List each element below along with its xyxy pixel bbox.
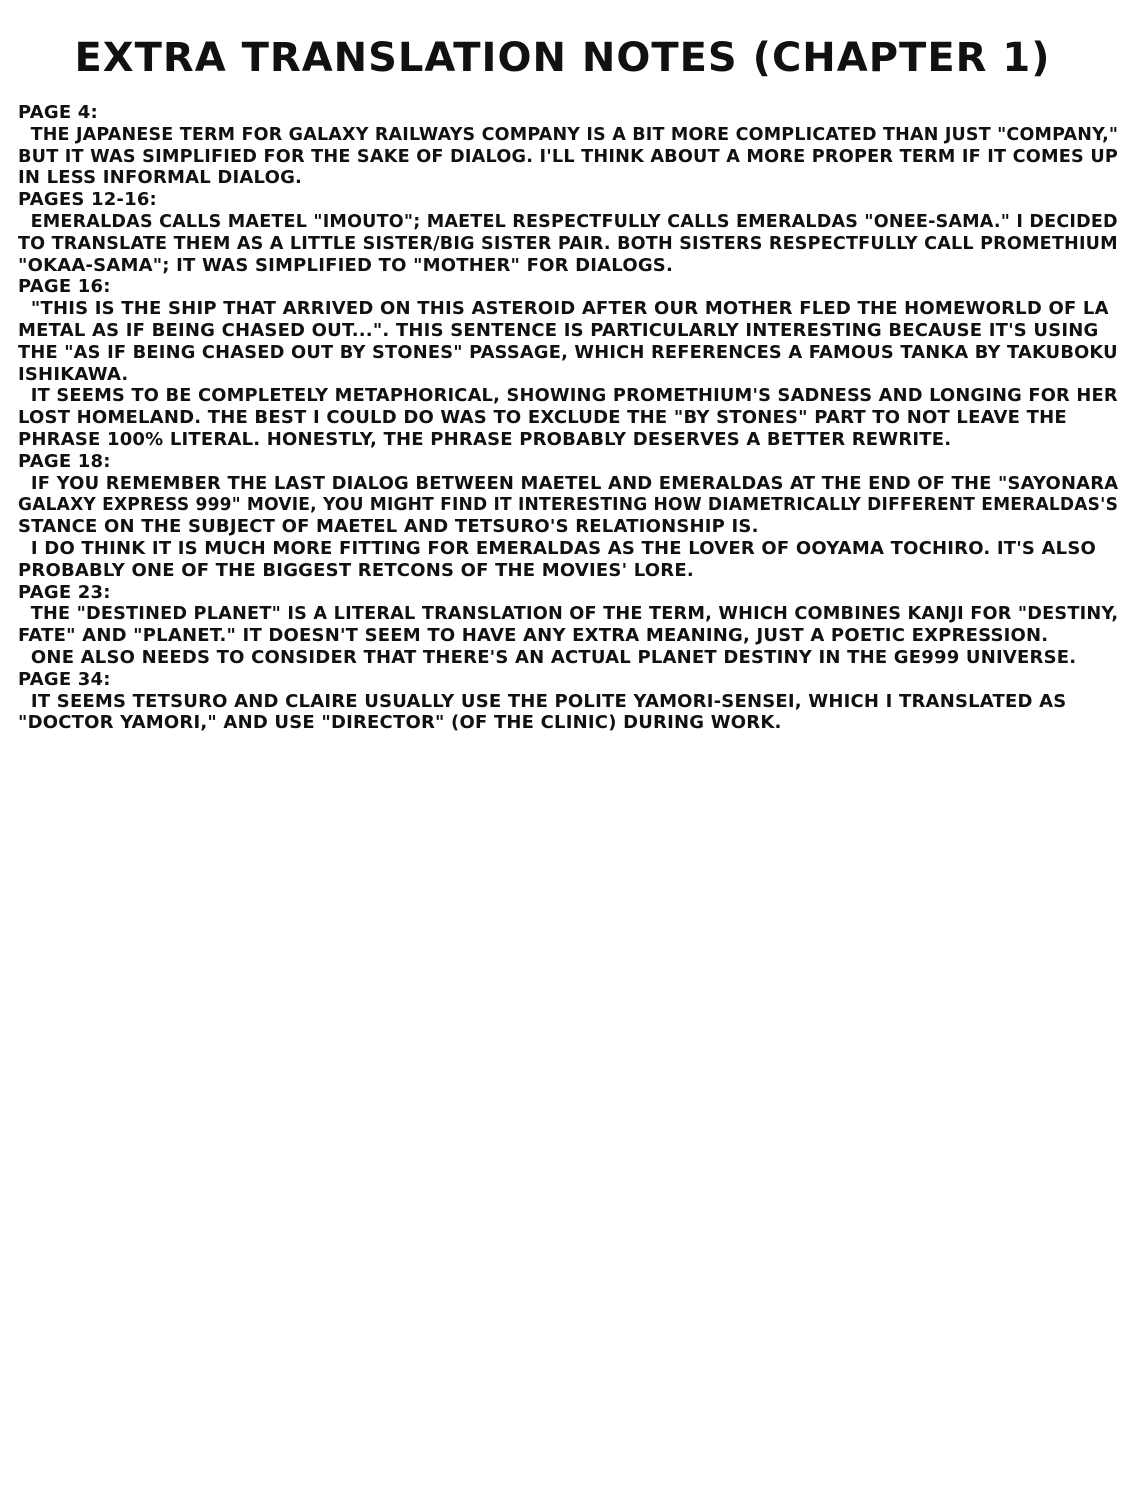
note-line: LOST HOMELAND. THE BEST I COULD DO WAS TO EXCLUDE THE "BY STONES" PART TO NOT LEAVE THE (18, 407, 1067, 429)
note-line: I DO THINK IT IS MUCH MORE FITTING FOR EMERALDAS AS THE LOVER OF OOYAMA TOCHIRO. IT'S ALSO (18, 537, 1097, 559)
note-line: STANCE ON THE SUBJECT OF MAETEL AND TETSURO'S RELATIONSHIP IS. (18, 516, 759, 538)
note-line: THE "AS IF BEING CHASED OUT BY STONES" PASSAGE, WHICH REFERENCES A FAMOUS TANKA BY TAKUBOKU (18, 341, 1118, 363)
note-line: THE "DESTINED PLANET" IS A LITERAL TRANSLATION OF THE TERM, WHICH COMBINES KANJI FOR "DESTINY, (18, 603, 1119, 625)
page-title: EXTRA TRANSLATION NOTES (CHAPTER 1) (74, 35, 1051, 81)
note-line: "DOCTOR YAMORI," AND USE "DIRECTOR" (OF THE CLINIC) DURING WORK. (18, 712, 782, 734)
note-line: PAGE 4: (18, 102, 98, 123)
note-line: "OKAA-SAMA"; IT WAS SIMPLIFIED TO "MOTHER" FOR DIALOGS. (18, 254, 674, 276)
note-line: ONE ALSO NEEDS TO CONSIDER THAT THERE'S AN ACTUAL PLANET DESTINY IN THE GE999 UNIVERSE. (18, 646, 1077, 668)
note-line: PAGE 16: (18, 276, 111, 298)
note-line: PAGE 34: (18, 668, 111, 690)
note-line: ISHIKAWA. (18, 363, 129, 385)
note-line: PAGE 18: (18, 450, 111, 472)
note-line: FATE" AND "PLANET." IT DOESN'T SEEM TO HAVE ANY EXTRA MEANING, JUST A POETIC EXPRESSION. (18, 625, 1049, 647)
note-line: IT SEEMS TETSURO AND CLAIRE USUALLY USE THE POLITE YAMORI-SENSEI, WHICH I TRANSLATED AS (18, 690, 1067, 712)
note-line: PAGE 23: (18, 581, 111, 603)
note-line: THE JAPANESE TERM FOR GALAXY RAILWAYS COMPANY IS A BIT MORE COMPLICATED THAN JUST "COMPANY," (18, 123, 1119, 145)
note-line: IF YOU REMEMBER THE LAST DIALOG BETWEEN MAETEL AND EMERALDAS AT THE END OF THE "SAYONARA (18, 472, 1119, 494)
note-line: "THIS IS THE SHIP THAT ARRIVED ON THIS ASTEROID AFTER OUR MOTHER FLED THE HOMEWORLD OF LA (18, 298, 1109, 320)
note-line: BUT IT WAS SIMPLIFIED FOR THE SAKE OF DIALOG. I'LL THINK ABOUT A MORE PROPER TERM IF IT COMES UP (18, 145, 1119, 167)
note-line: IT SEEMS TO BE COMPLETELY METAPHORICAL, SHOWING PROMETHIUM'S SADNESS AND LONGING FOR HER (18, 385, 1118, 407)
note-line: GALAXY EXPRESS 999" MOVIE, YOU MIGHT FIND IT INTERESTING HOW DIAMETRICALLY DIFFERENT EMERALDAS'S (18, 494, 1119, 516)
note-line: TO TRANSLATE THEM AS A LITTLE SISTER/BIG SISTER PAIR. BOTH SISTERS RESPECTFULLY CALL PROMETHIUM (18, 232, 1118, 254)
note-line: IN LESS INFORMAL DIALOG. (18, 167, 303, 189)
note-line: EMERALDAS CALLS MAETEL "IMOUTO"; MAETEL RESPECTFULLY CALLS EMERALDAS "ONEE-SAMA." I DECIDED (18, 210, 1118, 232)
note-line: PAGES 12-16: (18, 189, 157, 211)
note-line: METAL AS IF BEING CHASED OUT...". THIS SENTENCE IS PARTICULARLY INTERESTING BECAUSE IT'S USING (18, 319, 1099, 341)
note-line: PHRASE 100% LITERAL. HONESTLY, THE PHRASE PROBABLY DESERVES A BETTER REWRITE. (18, 428, 952, 450)
notes-body (18, 102, 1118, 734)
note-line: PROBABLY ONE OF THE BIGGEST RETCONS OF THE MOVIES' LORE. (18, 559, 694, 581)
